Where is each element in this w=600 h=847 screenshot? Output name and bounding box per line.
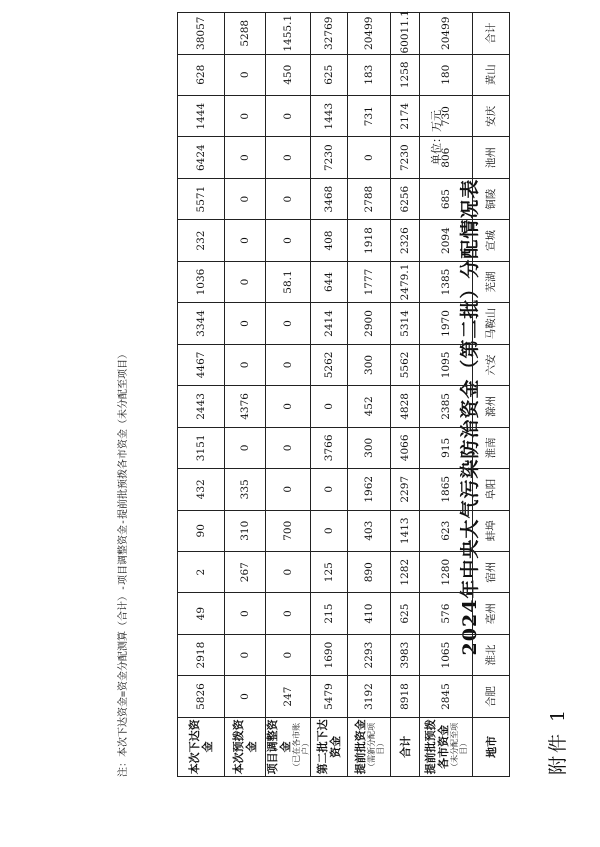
table-cell: 0 — [225, 95, 266, 136]
table-cell: 6256 — [391, 178, 420, 219]
table-cell: 300 — [348, 344, 391, 385]
table-cell: 2094 — [420, 220, 473, 261]
table-cell: 5314 — [391, 303, 420, 344]
table-cell: 7230 — [391, 137, 420, 178]
column-header-prepay: 提前批预拨各市资金 （未分配至项目） — [420, 717, 473, 776]
table-cell: 730 — [420, 95, 473, 136]
table-cell: 2788 — [348, 178, 391, 219]
table-cell: 淮北 — [473, 634, 510, 675]
table-cell: 1865 — [420, 469, 473, 510]
table-cell: 1258 — [391, 54, 420, 95]
table-cell: 滁州 — [473, 386, 510, 427]
table-cell: 2900 — [348, 303, 391, 344]
table-cell: 432 — [178, 469, 225, 510]
table-cell: 六安 — [473, 344, 510, 385]
table-cell: 0 — [266, 386, 311, 427]
table-cell: 180 — [420, 54, 473, 95]
unit-label: 单位：万元 — [430, 110, 443, 165]
table-cell: 5826 — [178, 676, 225, 717]
table-cell: 0 — [266, 220, 311, 261]
table-cell: 3151 — [178, 427, 225, 468]
table-row-issued — [178, 13, 225, 777]
table-cell: 芜湖 — [473, 261, 510, 302]
table-cell: 0 — [225, 593, 266, 634]
table-cell: 0 — [225, 54, 266, 95]
table-cell: 2326 — [391, 220, 420, 261]
table-cell: 马鞍山 — [473, 303, 510, 344]
table-cell: 58.1 — [266, 261, 311, 302]
table-cell: 0 — [225, 137, 266, 178]
table-cell: 0 — [311, 469, 348, 510]
table-row-prepay — [420, 13, 473, 777]
table-cell: 576 — [420, 593, 473, 634]
table-cell: 0 — [225, 427, 266, 468]
column-header-total: 合计 — [391, 717, 420, 776]
table-cell: 310 — [225, 510, 266, 551]
table-cell: 408 — [311, 220, 348, 261]
table-cell: 淮南 — [473, 427, 510, 468]
table-cell: 38057 — [178, 13, 225, 55]
table-cell: 0 — [266, 469, 311, 510]
table-cell: 0 — [266, 427, 311, 468]
table-cell: 5571 — [178, 178, 225, 219]
table-cell: 49 — [178, 593, 225, 634]
table-cell: 806 — [420, 137, 473, 178]
table-cell: 1962 — [348, 469, 391, 510]
table-cell: 0 — [266, 303, 311, 344]
column-header-second: 第二批下达资金 — [311, 717, 348, 776]
table-cell: 1455.1 — [266, 13, 311, 55]
table-cell: 125 — [311, 551, 348, 592]
column-header-advance: 本次预拨资金 — [225, 717, 266, 776]
table-cell: 403 — [348, 510, 391, 551]
table-cell: 700 — [266, 510, 311, 551]
table-row-second — [311, 13, 348, 777]
table-cell: 20499 — [348, 13, 391, 55]
table-cell: 4828 — [391, 386, 420, 427]
table-cell: 4376 — [225, 386, 266, 427]
table-cell: 2 — [178, 551, 225, 592]
table-cell: 黄山 — [473, 54, 510, 95]
table-cell: 3468 — [311, 178, 348, 219]
table-cell: 628 — [178, 54, 225, 95]
table-cell: 安庆 — [473, 95, 510, 136]
table-row-city — [473, 13, 510, 777]
table-cell: 0 — [225, 344, 266, 385]
table-cell: 232 — [178, 220, 225, 261]
column-header-early: 提前批资金 （需新分配项目） — [348, 717, 391, 776]
table-cell: 410 — [348, 593, 391, 634]
table-cell: 1385 — [420, 261, 473, 302]
table-row-total — [391, 13, 420, 777]
table-cell: 0 — [266, 344, 311, 385]
page-title: 2024年中央大气污染防治资金（第二批）分配情况表 — [459, 178, 481, 656]
table-cell: 铜陵 — [473, 178, 510, 219]
table-cell: 2443 — [178, 386, 225, 427]
table-cell: 0 — [311, 386, 348, 427]
table-cell: 90 — [178, 510, 225, 551]
table-cell: 1777 — [348, 261, 391, 302]
table-cell: 0 — [225, 676, 266, 717]
table-cell: 0 — [225, 303, 266, 344]
table-cell: 644 — [311, 261, 348, 302]
table-cell: 300 — [348, 427, 391, 468]
table-cell: 1413 — [391, 510, 420, 551]
table-cell: 0 — [311, 510, 348, 551]
table-cell: 0 — [266, 551, 311, 592]
table-cell: 32769 — [311, 13, 348, 55]
table-cell: 2385 — [420, 386, 473, 427]
table-cell: 1036 — [178, 261, 225, 302]
table-cell: 0 — [266, 95, 311, 136]
table-cell: 2174 — [391, 95, 420, 136]
table-cell: 3192 — [348, 676, 391, 717]
table-cell: 335 — [225, 469, 266, 510]
table-cell: 合计 — [473, 13, 510, 55]
table-cell: 215 — [311, 593, 348, 634]
table-cell: 0 — [225, 178, 266, 219]
table-cell: 6424 — [178, 137, 225, 178]
table-cell: 685 — [420, 178, 473, 219]
table-cell: 4467 — [178, 344, 225, 385]
table-cell: 0 — [266, 178, 311, 219]
table-cell: 5262 — [311, 344, 348, 385]
table-cell: 2414 — [311, 303, 348, 344]
table-cell: 蚌埠 — [473, 510, 510, 551]
table-cell: 731 — [348, 95, 391, 136]
table-cell: 247 — [266, 676, 311, 717]
table-row-early — [348, 13, 391, 777]
table-cell: 阜阳 — [473, 469, 510, 510]
table-cell: 915 — [420, 427, 473, 468]
table-row-adjust — [266, 13, 311, 777]
table-cell: 5562 — [391, 344, 420, 385]
table-cell: 0 — [348, 137, 391, 178]
table-cell: 0 — [225, 220, 266, 261]
allocation-table — [177, 12, 510, 777]
table-cell: 60011.1 — [391, 13, 420, 55]
column-header-issued: 本次下达资金 — [178, 717, 225, 776]
table-cell: 452 — [348, 386, 391, 427]
table-cell: 宣城 — [473, 220, 510, 261]
table-cell: 4066 — [391, 427, 420, 468]
table-cell: 0 — [225, 634, 266, 675]
table-cell: 1444 — [178, 95, 225, 136]
column-header-city: 地市 — [473, 717, 510, 776]
table-cell: 625 — [391, 593, 420, 634]
table-cell: 2479.1 — [391, 261, 420, 302]
attachment-label: 附件 1 — [547, 706, 569, 775]
table-cell: 1282 — [391, 551, 420, 592]
table-cell: 1443 — [311, 95, 348, 136]
column-header-adjust: 项目调整资金 （已在各市账户） — [266, 717, 311, 776]
table-cell: 623 — [420, 510, 473, 551]
table-cell: 183 — [348, 54, 391, 95]
table-cell: 2845 — [420, 676, 473, 717]
table-cell: 2918 — [178, 634, 225, 675]
table-cell: 5288 — [225, 13, 266, 55]
table-cell: 2297 — [391, 469, 420, 510]
table-cell: 池州 — [473, 137, 510, 178]
table-cell: 1095 — [420, 344, 473, 385]
footnote: 注：本次下达资金=资金分配测算（合计）-项目调整资金-提前批预拨各市资金（未分配至项目） — [118, 348, 129, 777]
table-cell: 890 — [348, 551, 391, 592]
table-cell: 合肥 — [473, 676, 510, 717]
table-cell: 1690 — [311, 634, 348, 675]
table-cell: 0 — [225, 261, 266, 302]
table-cell: 20499 — [420, 13, 473, 55]
table-row-advance — [225, 13, 266, 777]
table-cell: 3983 — [391, 634, 420, 675]
table-cell: 3766 — [311, 427, 348, 468]
table-cell: 1918 — [348, 220, 391, 261]
table-cell: 7230 — [311, 137, 348, 178]
table-cell: 625 — [311, 54, 348, 95]
table-cell: 267 — [225, 551, 266, 592]
table-cell: 0 — [266, 137, 311, 178]
table-cell: 0 — [266, 634, 311, 675]
table-cell: 1970 — [420, 303, 473, 344]
table-cell: 450 — [266, 54, 311, 95]
table-cell: 1065 — [420, 634, 473, 675]
table-cell: 3344 — [178, 303, 225, 344]
table-cell: 5479 — [311, 676, 348, 717]
table-cell: 亳州 — [473, 593, 510, 634]
table-cell: 1280 — [420, 551, 473, 592]
table-cell: 8918 — [391, 676, 420, 717]
table-cell: 2293 — [348, 634, 391, 675]
table-cell: 0 — [266, 593, 311, 634]
table-cell: 宿州 — [473, 551, 510, 592]
table-body — [178, 10, 510, 777]
